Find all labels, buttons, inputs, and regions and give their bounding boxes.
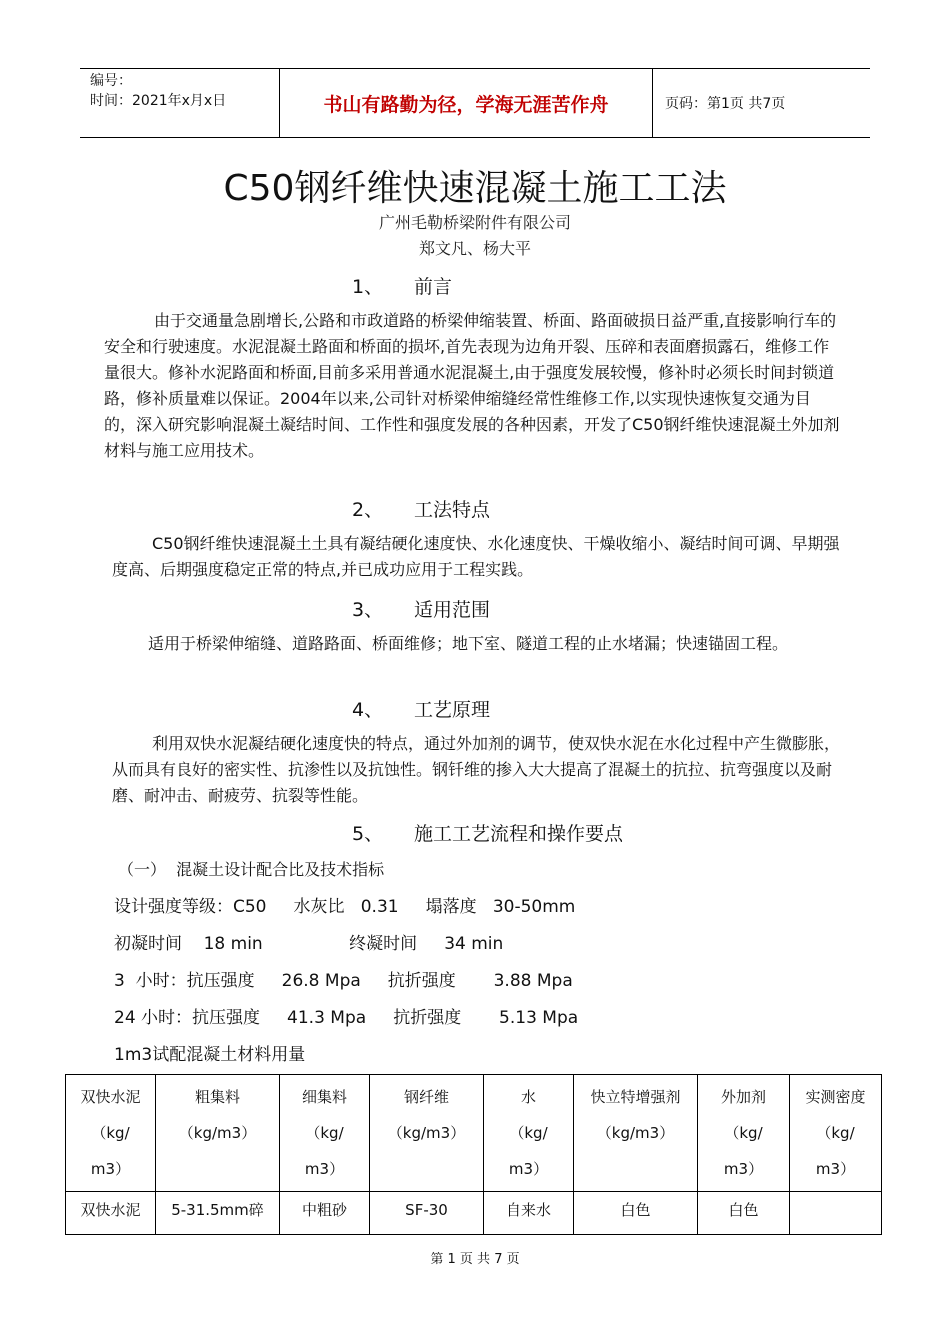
spec-line-4: 24 小时：抗压强度 41.3 Mpa 抗折强度 5.13 Mpa — [114, 1008, 579, 1028]
paragraph-principle: 利用双快水泥凝结硬化速度快的特点，通过外加剂的调节，使双快水泥在水化过程中产生微膨胀，从而具有良好的密实性、抗渗性以及抗蚀性。钢钎维的掺入大大提高了混凝土的抗拉、抗弯强度以及耐磨、耐冲击、耐疲劳、抗裂等性能。 — [112, 734, 841, 805]
authors: 郑文凡、杨大平 — [418, 239, 531, 258]
materials-table — [65, 1074, 882, 1235]
spec-line-3: 3 小时：抗压强度 26.8 Mpa 抗折强度 3.88 Mpa — [114, 971, 573, 991]
table-cell: 中粗砂 — [280, 1192, 370, 1235]
table-header-cell: 快立特增强剂 （kg/m3） — [574, 1075, 698, 1192]
table-cell: 白色 — [698, 1192, 790, 1235]
number-label: 编号： — [90, 73, 132, 89]
time-label: 时间：2021年x月x日 — [90, 93, 227, 109]
header-motto: 书山有路勤为径，学海无涯苦作舟 — [280, 69, 653, 137]
table-header-cell: 水 （kg/ m3） — [484, 1075, 574, 1192]
table-cell: 5-31.5mm碎 — [156, 1192, 280, 1235]
table-cell: 双快水泥 — [66, 1192, 156, 1235]
section-heading-4: 4、 工艺原理 — [352, 699, 491, 721]
table-header-cell: 双快水泥 （kg/ m3） — [66, 1075, 156, 1192]
table-cell: SF-30 — [370, 1192, 484, 1235]
header-page-info: 页码：第1页 共7页 — [665, 96, 786, 112]
paragraph-features: C50钢纤维快速混凝土土具有凝结硬化速度快、水化速度快、干燥收缩小、凝结时间可调、早期强度高、后期强度稳定正常的特点,并已成功应用于工程实践。 — [112, 534, 840, 579]
table-header-cell: 细集料 （kg/ m3） — [280, 1075, 370, 1192]
table-cell — [790, 1192, 882, 1235]
section-heading-2: 2、 工法特点 — [352, 499, 491, 521]
spec-line-1: 设计强度等级：C50 水灰比 0.31 塌落度 30-50mm — [114, 897, 576, 917]
table-header-row — [66, 1075, 882, 1192]
paragraph-scope: 适用于桥梁伸缩缝、道路路面、桥面维修；地下室、隧道工程的止水堵漏；快速锚固工程。 — [148, 634, 789, 653]
table-cell: 白色 — [574, 1192, 698, 1235]
page-footer: 第 1 页 共 7 页 — [430, 1252, 520, 1267]
paragraph-preface: 由于交通量急剧增长,公路和市政道路的桥梁伸缩装置、桥面、路面破损日益严重,直接影响行车的安全和行驶速度。水泥混凝土路面和桥面的损坏,首先表现为边角开裂、压碎和表面磨损露石，维修工作量很大。修补水泥路面和桥面,目前多采用普通水泥混凝土,由于强度发展较慢，修补时必须长时间封锁道路，修补质量难以保证。2004年以来,公司针对桥梁伸缩缝经常性维修工作,以实现快速恢复交通为目的，深入研究影响混凝土凝结时间、工作性和强度发展的各种因素，开发了C50钢纤维快速混凝土外加剂材料与施工应用技术。 — [104, 311, 840, 460]
section-heading-1: 1、 前言 — [352, 276, 453, 298]
table-header-cell: 外加剂 （kg/ m3） — [698, 1075, 790, 1192]
page-header — [80, 68, 870, 138]
header-meta — [80, 69, 280, 137]
section-heading-3: 3、 适用范围 — [352, 599, 491, 621]
table-cell: 自来水 — [484, 1192, 574, 1235]
company-name: 广州毛勒桥梁附件有限公司 — [378, 213, 571, 232]
table-caption: 1m3试配混凝土材料用量 — [114, 1045, 306, 1065]
table-row — [66, 1192, 882, 1235]
document-title: C50钢纤维快速混凝土施工工法 — [223, 168, 727, 209]
table-header-cell: 实测密度 （kg/ m3） — [790, 1075, 882, 1192]
subsection-heading: （一） 混凝土设计配合比及技术指标 — [118, 860, 385, 879]
spec-line-2: 初凝时间 18 min 终凝时间 34 min — [114, 934, 504, 954]
table-header-cell: 粗集料 （kg/m3） — [156, 1075, 280, 1192]
section-heading-5: 5、 施工工艺流程和操作要点 — [352, 823, 624, 845]
table-header-cell: 钢纤维 （kg/m3） — [370, 1075, 484, 1192]
